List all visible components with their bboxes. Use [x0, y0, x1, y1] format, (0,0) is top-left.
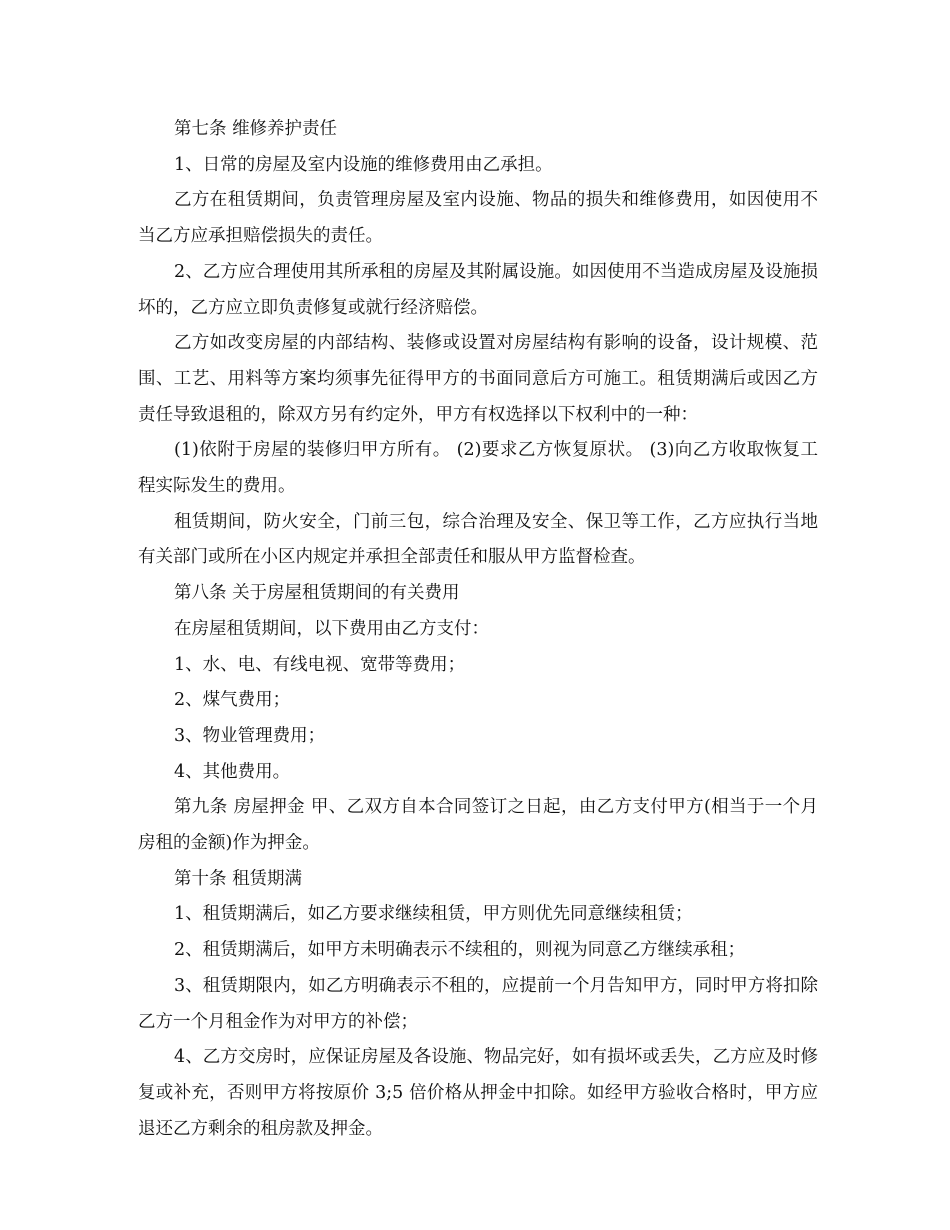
paragraph: 2、乙方应合理使用其所承租的房屋及其附属设施。如因使用不当造成房屋及设施损坏的，乙方应立即负责修复或就行经济赔偿。 — [138, 261, 818, 318]
paragraph: 乙方在租赁期间，负责管理房屋及室内设施、物品的损失和维修费用，如因使用不当乙方应承担赔偿损失的责任。 — [138, 190, 818, 247]
list-item: 1、水、电、有线电视、宽带等费用； — [174, 654, 466, 675]
paragraph: 在房屋租赁期间，以下费用由乙方支付： — [174, 618, 489, 639]
document-body — [138, 112, 818, 1147]
article-10-heading: 第十条 租赁期满 — [174, 868, 303, 889]
list-item: 4、乙方交房时，应保证房屋及各设施、物品完好，如有损坏或丢失，乙方应及时修复或补充，否则甲方将按原价 3;5 倍价格从押金中扣除。如经甲方验收合格时，甲方应退还乙方剩余的租房款及押金。 — [138, 1047, 818, 1139]
paragraph: 1、日常的房屋及室内设施的维修费用由乙承担。 — [174, 154, 553, 175]
list-item: 4、其他费用。 — [174, 761, 291, 782]
list-item: 3、物业管理费用； — [174, 725, 326, 746]
list-item: 3、租赁期限内，如乙方明确表示不租的，应提前一个月告知甲方，同时甲方将扣除乙方一个月租金作为对甲方的补偿； — [138, 975, 818, 1032]
article-7-heading: 第七条 维修养护责任 — [174, 119, 338, 139]
paragraph: 租赁期间，防火安全，门前三包，综合治理及安全、保卫等工作，乙方应执行当地有关部门或所在小区内规定并承担全部责任和服从甲方监督检查。 — [138, 511, 818, 568]
article-8-heading: 第八条 关于房屋租赁期间的有关费用 — [174, 583, 460, 604]
list-item: 2、煤气费用； — [174, 690, 291, 711]
list-item: 1、租赁期满后，如乙方要求继续租赁，甲方则优先同意继续租赁； — [174, 904, 693, 925]
paragraph: (1)依附于房屋的装修归甲方所有。 (2)要求乙方恢复原状。 (3)向乙方收取恢复工程实际发生的费用。 — [138, 440, 818, 497]
list-item: 2、租赁期满后，如甲方未明确表示不续租的，则视为同意乙方继续承租； — [174, 940, 746, 961]
paragraph: 乙方如改变房屋的内部结构、装修或设置对房屋结构有影响的设备，设计规模、范围、工艺、用料等方案均须事先征得甲方的书面同意后方可施工。租赁期满后或因乙方责任导致退租的，除双方另有约定外，甲方有权选择以下权利中的一种： — [138, 333, 818, 425]
article-9-paragraph: 第九条 房屋押金 甲、乙双方自本合同签订之日起，由乙方支付甲方(相当于一个月房租的金额)作为押金。 — [138, 797, 818, 854]
